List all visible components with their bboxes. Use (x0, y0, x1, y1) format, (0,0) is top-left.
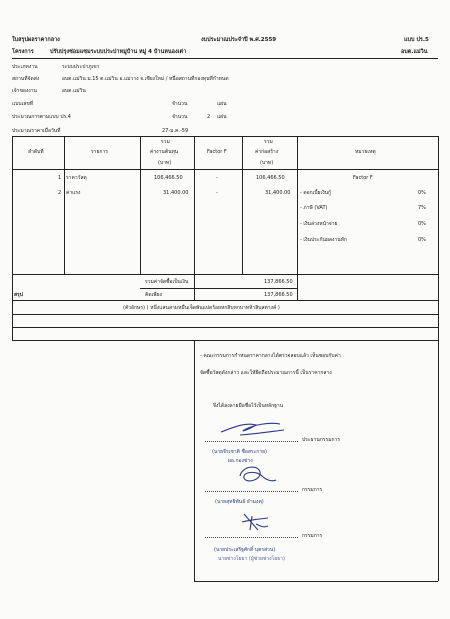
signature-chairman (218, 416, 288, 438)
col-total-header-2: ค่าก่อสร้าง (255, 149, 279, 155)
col-factor-header: Factor F (207, 149, 227, 155)
row2-pct: 0% (418, 190, 426, 196)
type-label: ประเภทงาน (12, 64, 38, 70)
member1-name: (นายจีรเชาติ ชื่อสระกาย) (212, 449, 268, 455)
location-value: อบต.แม่วิน ม.15 ต.แม่วิน อ.แม่วาง จ.เชียงใหม่ / หนือสถานที่กองทุนที่กำหนด (62, 76, 229, 82)
row2-cost: 31,400.00 (163, 190, 189, 196)
signature-member-2 (232, 462, 278, 488)
project-name: ปรับปรุงซ่อมแซมระบบประปาหมู่บ้าน หมู่ 4 บ้านหนองเต่า (50, 49, 187, 55)
remark-vat-pct: 7% (418, 205, 426, 211)
member2-name: (นายสุทธิพันธ์ ธำมงคุ) (215, 499, 264, 505)
form-code: แบบ ปร.5 (404, 37, 429, 43)
summary-label: สรุป (14, 292, 23, 298)
remark-guarantee: - เงินประกันผลงานหัก (300, 237, 347, 243)
row1-total: 106,466.50 (256, 175, 285, 181)
sum-label: รวมค่าจัดซื้อเป็นเงิน (145, 279, 189, 285)
header-rule (12, 58, 438, 59)
row2-no: 2 (58, 190, 62, 196)
date-value: 27-ม.ค.-59 (162, 128, 189, 134)
qty-label-1: จำนวน (172, 101, 188, 107)
type-value: ระบบประปาภูเขา (62, 64, 100, 70)
member1-position: ผอ.กองช่าง (228, 458, 253, 464)
member3-name: (นายประเสริฐศักดิ์ บุตรส่วน) (214, 547, 276, 553)
row1-item: ราคาวัสดุ (66, 175, 87, 181)
remark-advance: - เงินล่วงหน้าจ่าย (300, 221, 338, 227)
row1-factor: - (216, 175, 218, 181)
member3-role: กรรมการ (302, 533, 323, 539)
remark-advance-pct: 0% (418, 221, 426, 227)
owner-label: เจ้าของงาน (12, 88, 37, 94)
col-item-header: รายการ (91, 149, 108, 155)
project-label: โครงการ (12, 49, 34, 55)
col-cost-header-1: รวม (161, 139, 170, 145)
doc-title: ใบสรุปผลราคากลาง (12, 37, 60, 43)
amount-in-words: (ตัวอักษร) ( หนึ่งแสนสามหมื่นเจ็ดพันแปดร้อยหกสิบหกบาทห้าสิบสตางค์ ) (123, 305, 280, 311)
member1-role: ประธานกรรมการ (302, 437, 341, 443)
col-no-header: ลำดับที่ (28, 149, 44, 155)
row1-remark: Factor F (353, 175, 373, 181)
signature-line-2 (205, 491, 298, 492)
row2-item: ค่าแรง (66, 190, 81, 196)
col-cost-header-3: (บาท) (158, 160, 172, 166)
col-cost-header-2: ค่างานต้นทุน (150, 149, 179, 155)
row1-no: 1 (58, 175, 62, 181)
rounded-label: คิดเพียง (145, 292, 162, 298)
qty-unit-1: แผ่น (217, 101, 227, 107)
col-total-header-3: (บาท) (260, 160, 274, 166)
qty-unit-2: แผ่น (217, 114, 227, 120)
location-label: สถานที่จัดส่ง (12, 76, 40, 82)
remark-vat: - ภาษี (VAT) (300, 205, 328, 211)
owner-value: อบต.แม่วิน (62, 88, 86, 94)
member3-position: นายช่างโยธา (ผู้ช่วยช่างโยธา) (218, 556, 285, 562)
member2-role: กรรมการ (302, 487, 323, 493)
row2-remark: - ดอกเบี้ยเงินกู้ (300, 190, 332, 196)
signature-member-3 (238, 510, 272, 534)
signature-line-3 (205, 537, 298, 538)
org-name: อบต.แม่วิน (401, 49, 428, 55)
date-label: ประมาณราคาเมื่อวันที่ (12, 128, 61, 134)
budget-year: งบประมาณประจำปี พ.ศ.2559 (201, 37, 277, 43)
row2-total: 31,400.00 (265, 190, 291, 196)
committee-statement-2: จัดซื้อวัสดุดังกล่าว และให้ยึดถือประมาณการนี้ เป็นราคากลาง (200, 370, 332, 376)
qty-label-2: จำนวน (172, 114, 188, 120)
signature-line-1 (205, 441, 298, 442)
rounded-value: 137,866.50 (264, 292, 293, 298)
certify-text: จึงได้ลงลายมือชื่อไว้เป็นหลักฐาน (213, 403, 284, 409)
sum-value: 137,866.50 (264, 279, 293, 285)
row2-factor: - (216, 190, 218, 196)
col-remark-header: หมายเหตุ (355, 149, 376, 155)
qty-value-2: 2 (207, 114, 211, 120)
col-total-header-1: รวม (264, 139, 273, 145)
row1-cost: 106,466.50 (154, 175, 183, 181)
estimate-label: ประมาณการตามแบบ ปร.4 (12, 114, 71, 120)
committee-statement-1: - คณะกรรมการกำหนดราคากลางได้ตรวจสอบแล้ว เห็นชอบกับค่า (200, 353, 341, 359)
form-no-label: แบบเลขที่ (12, 101, 34, 107)
remark-guarantee-pct: 0% (418, 237, 426, 243)
